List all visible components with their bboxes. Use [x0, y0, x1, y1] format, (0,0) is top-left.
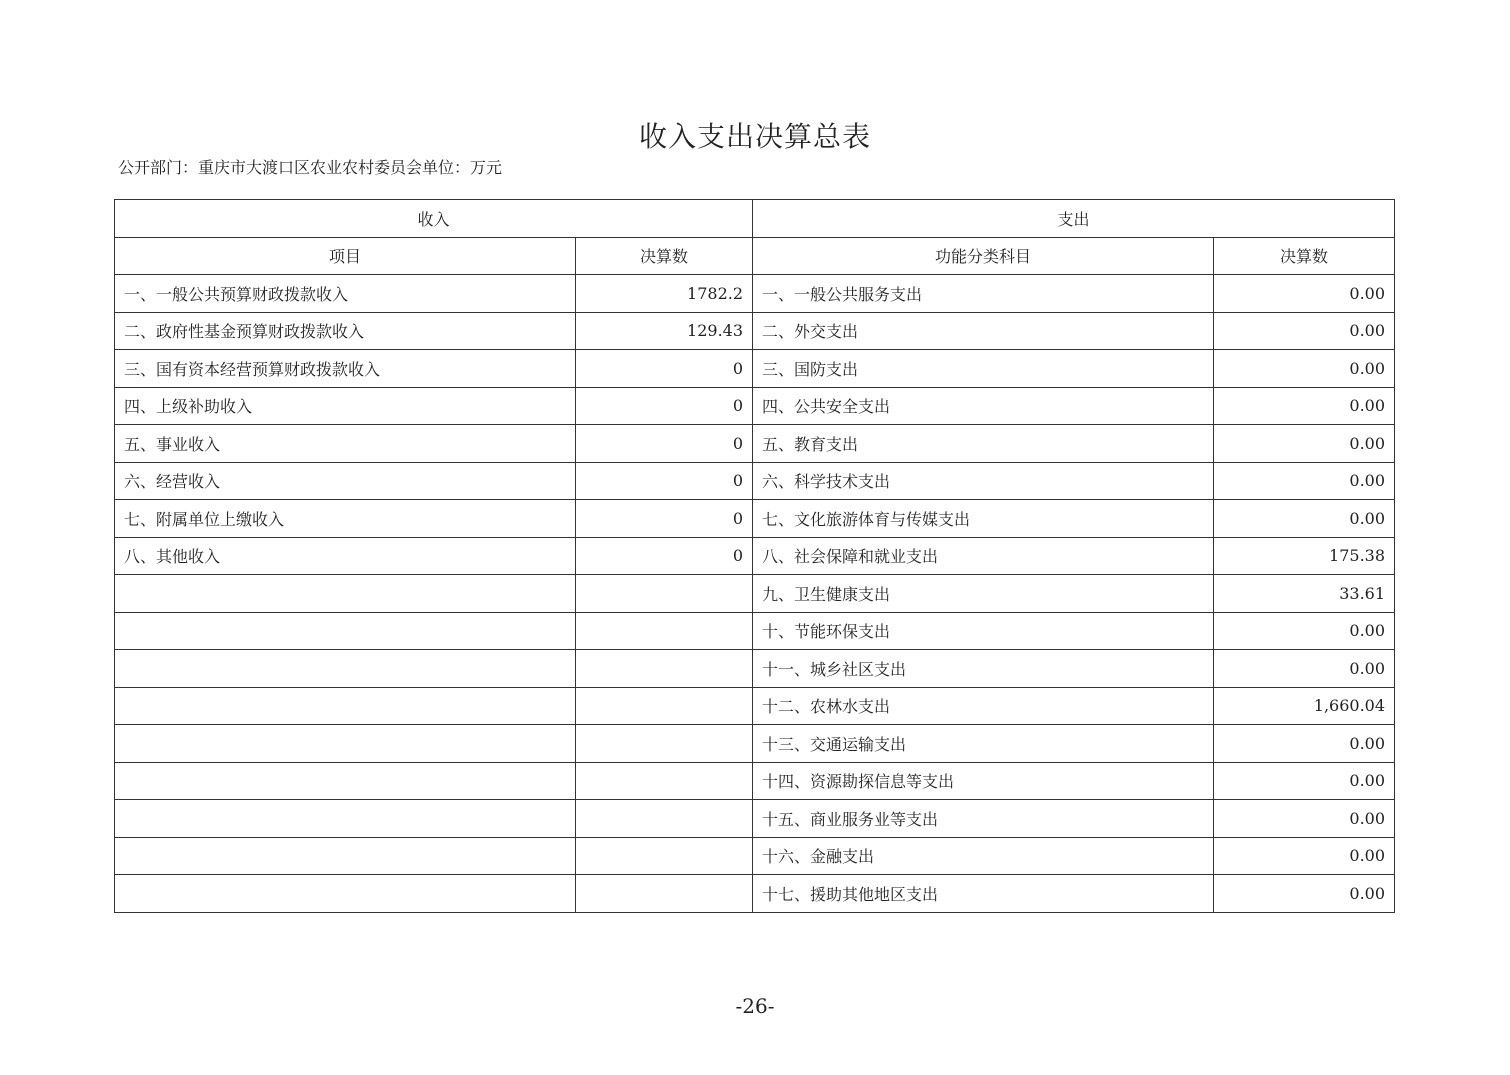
expense-item-cell: 十二、农林水支出: [753, 687, 1214, 725]
income-item-cell: [115, 800, 576, 838]
table-row: [115, 800, 1395, 838]
table-row: [115, 837, 1395, 875]
page-title: 收入支出决算总表: [638, 120, 871, 153]
income-item-cell: [115, 612, 576, 650]
expense-amount-cell: 175.38: [1214, 537, 1395, 575]
expense-item-cell: 八、社会保障和就业支出: [753, 537, 1214, 575]
table-row: [115, 537, 1395, 575]
income-item-cell: 一、一般公共预算财政拨款收入: [115, 275, 576, 313]
income-item-cell: [115, 762, 576, 800]
income-item-cell: [115, 875, 576, 913]
expense-amount-cell: 0.00: [1214, 350, 1395, 388]
table-row: [115, 275, 1395, 313]
income-amount-cell: [576, 875, 753, 913]
column-header-item: 项目: [115, 237, 576, 275]
income-amount-cell: [576, 762, 753, 800]
expense-item-cell: 二、外交支出: [753, 312, 1214, 350]
table-row: [115, 387, 1395, 425]
expense-amount-cell: 0.00: [1214, 875, 1395, 913]
income-amount-cell: [576, 575, 753, 613]
income-amount-cell: 129.43: [576, 312, 753, 350]
expense-item-cell: 一、一般公共服务支出: [753, 275, 1214, 313]
table-row: [115, 350, 1395, 388]
income-amount-cell: [576, 650, 753, 688]
income-amount-cell: 0: [576, 350, 753, 388]
income-amount-cell: 0: [576, 425, 753, 463]
table-row: [115, 650, 1395, 688]
expense-amount-cell: 0.00: [1214, 837, 1395, 875]
income-item-cell: [115, 687, 576, 725]
column-header-function: 功能分类科目: [753, 237, 1214, 275]
expense-item-cell: 六、科学技术支出: [753, 462, 1214, 500]
income-amount-cell: [576, 725, 753, 763]
expense-item-cell: 十三、交通运输支出: [753, 725, 1214, 763]
column-header-row: [115, 237, 1395, 275]
expense-item-cell: 十一、城乡社区支出: [753, 650, 1214, 688]
expense-amount-cell: 0.00: [1214, 462, 1395, 500]
expense-item-cell: 七、文化旅游体育与传媒支出: [753, 500, 1214, 538]
expense-item-cell: 十四、资源勘探信息等支出: [753, 762, 1214, 800]
expense-item-cell: 十七、援助其他地区支出: [753, 875, 1214, 913]
expense-amount-cell: 0.00: [1214, 312, 1395, 350]
table-row: [115, 687, 1395, 725]
expense-amount-cell: 0.00: [1214, 425, 1395, 463]
income-amount-cell: 0: [576, 500, 753, 538]
income-section-header: 收入: [115, 200, 753, 238]
income-item-cell: 七、附属单位上缴收入: [115, 500, 576, 538]
expense-amount-cell: 0.00: [1214, 612, 1395, 650]
income-amount-cell: [576, 837, 753, 875]
income-item-cell: 三、国有资本经营预算财政拨款收入: [115, 350, 576, 388]
expense-amount-cell: 0.00: [1214, 275, 1395, 313]
income-item-cell: 六、经营收入: [115, 462, 576, 500]
income-expense-table: [114, 199, 1395, 913]
expense-amount-cell: 0.00: [1214, 387, 1395, 425]
department-unit-line: 公开部门：重庆市大渡口区农业农村委员会单位：万元: [118, 158, 503, 177]
expense-amount-cell: 1,660.04: [1214, 687, 1395, 725]
income-amount-cell: 0: [576, 462, 753, 500]
table-row: [115, 725, 1395, 763]
column-header-expense-amount: 决算数: [1214, 237, 1395, 275]
expense-amount-cell: 0.00: [1214, 762, 1395, 800]
expense-item-cell: 九、卫生健康支出: [753, 575, 1214, 613]
income-item-cell: 八、其他收入: [115, 537, 576, 575]
income-item-cell: [115, 650, 576, 688]
income-item-cell: 五、事业收入: [115, 425, 576, 463]
expense-amount-cell: 33.61: [1214, 575, 1395, 613]
income-item-cell: 二、政府性基金预算财政拨款收入: [115, 312, 576, 350]
income-item-cell: [115, 725, 576, 763]
table-row: [115, 612, 1395, 650]
income-amount-cell: 0: [576, 537, 753, 575]
income-amount-cell: 1782.2: [576, 275, 753, 313]
expense-item-cell: 十六、金融支出: [753, 837, 1214, 875]
income-amount-cell: [576, 687, 753, 725]
income-amount-cell: [576, 800, 753, 838]
expense-amount-cell: 0.00: [1214, 650, 1395, 688]
expense-item-cell: 三、国防支出: [753, 350, 1214, 388]
table-row: [115, 575, 1395, 613]
table-row: [115, 500, 1395, 538]
expense-amount-cell: 0.00: [1214, 725, 1395, 763]
table-row: [115, 462, 1395, 500]
section-header-row: [115, 200, 1395, 238]
table-row: [115, 425, 1395, 463]
column-header-income-amount: 决算数: [576, 237, 753, 275]
income-amount-cell: [576, 612, 753, 650]
income-item-cell: 四、上级补助收入: [115, 387, 576, 425]
income-item-cell: [115, 837, 576, 875]
expense-item-cell: 十、节能环保支出: [753, 612, 1214, 650]
expense-item-cell: 四、公共安全支出: [753, 387, 1214, 425]
expense-amount-cell: 0.00: [1214, 800, 1395, 838]
expense-amount-cell: 0.00: [1214, 500, 1395, 538]
expense-item-cell: 五、教育支出: [753, 425, 1214, 463]
expense-item-cell: 十五、商业服务业等支出: [753, 800, 1214, 838]
table-row: [115, 762, 1395, 800]
table-row: [115, 312, 1395, 350]
page-number: -26-: [735, 994, 775, 1018]
expense-section-header: 支出: [753, 200, 1395, 238]
income-item-cell: [115, 575, 576, 613]
income-amount-cell: 0: [576, 387, 753, 425]
table-row: [115, 875, 1395, 913]
